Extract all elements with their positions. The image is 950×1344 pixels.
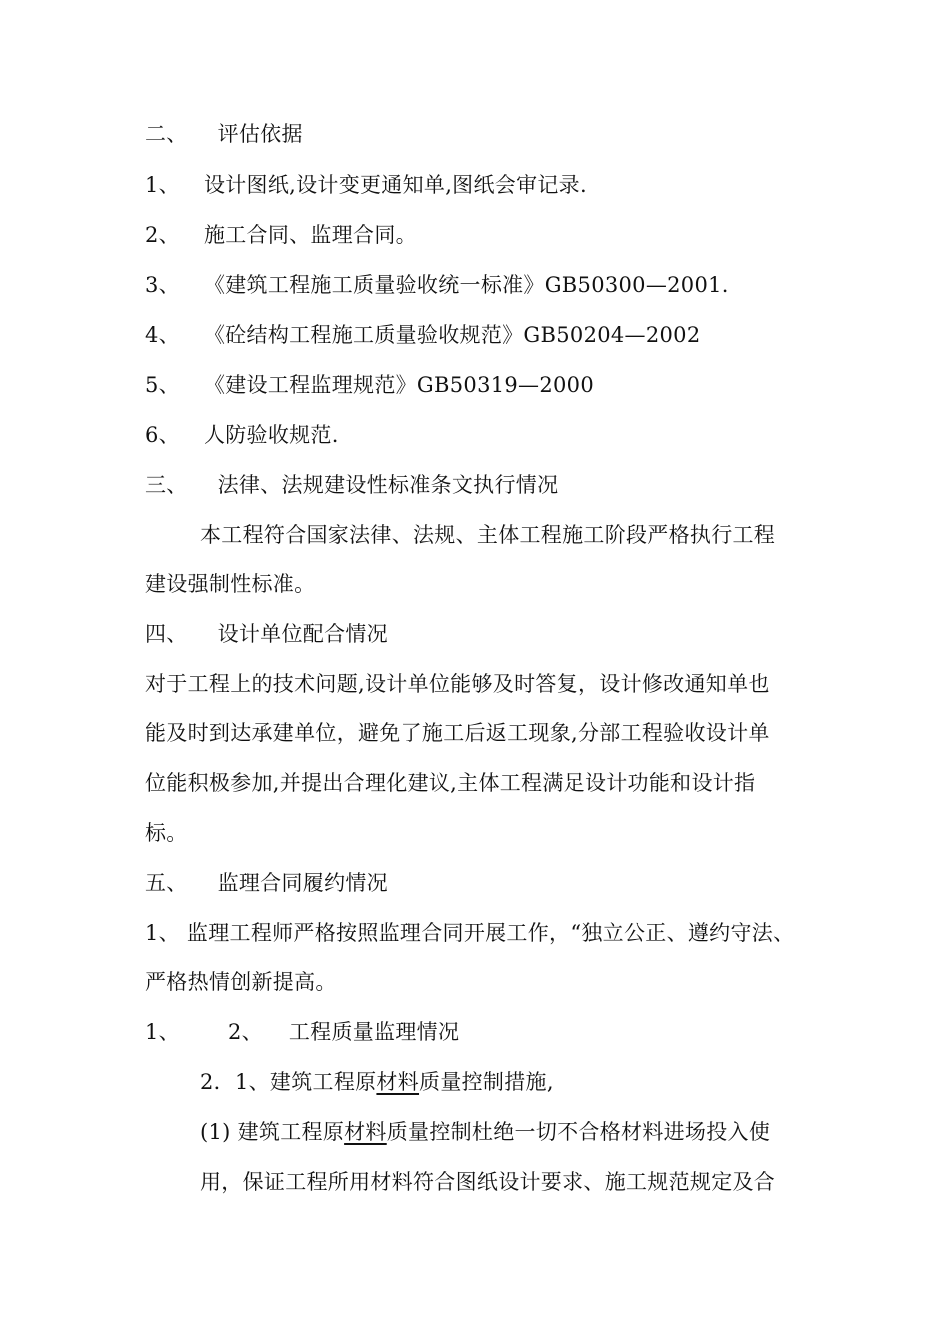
section2-heading: [145, 119, 303, 149]
reference-item-5: [145, 370, 594, 400]
section4-paragraph-line-2: 能及时到达承建单位，避免了施工后返工现象,分部工程验收设计单: [145, 721, 770, 745]
reference-item-4: [145, 320, 701, 350]
section5-item2-title: 工程质量监理情况: [288, 1020, 460, 1044]
reference-item-3-number: 3、: [145, 273, 180, 297]
section4-heading: [145, 619, 388, 649]
section4-paragraph-line-4: 标。: [145, 821, 188, 845]
subsection-2-1-heading: [200, 1067, 554, 1097]
section5-item2-number: 2、: [227, 1020, 263, 1044]
reference-item-4-text: 《砼结构工程施工质量验收规范》GB50204—2002: [203, 323, 701, 347]
section3-paragraph-line-1: 本工程符合国家法律、法规、主体工程施工阶段严格执行工程: [200, 523, 776, 547]
reference-item-3: [145, 270, 729, 300]
point-1-line-2: 用，保证工程所用材料符合图纸设计要求、施工规范规定及合: [200, 1170, 776, 1194]
reference-item-4-number: 4、: [145, 323, 180, 347]
section5-number: 五、: [145, 871, 188, 895]
subsection-2-1-text-start: 2．1、建筑工程原: [200, 1070, 377, 1094]
section5-item1-line-2: 严格热情创新提高。: [145, 970, 337, 994]
reference-item-2-text: 施工合同、监理合同。: [203, 223, 417, 247]
section5-heading: [145, 868, 388, 898]
point-1-line-1: [200, 1117, 770, 1147]
reference-item-5-number: 5、: [145, 373, 180, 397]
section3-heading: [145, 470, 558, 500]
reference-item-5-text: 《建设工程监理规范》GB50319—2000: [203, 373, 594, 397]
reference-item-3-text: 《建筑工程施工质量验收统一标准》GB50300—2001.: [203, 273, 729, 297]
section2-title: 评估依据: [217, 122, 303, 146]
section5-item1-line-1: 1、 监理工程师严格按照监理合同开展工作，“独立公正、遵约守法、: [145, 921, 795, 945]
reference-item-6: [145, 420, 339, 450]
section4-title: 设计单位配合情况: [217, 622, 388, 646]
reference-item-2-number: 2、: [145, 223, 180, 247]
reference-item-2: [145, 220, 417, 250]
section5-title: 监理合同履约情况: [217, 871, 388, 895]
section4-paragraph-line-3: 位能积极参加,并提出合理化建议,主体工程满足设计功能和设计指: [145, 771, 756, 795]
section5-item2-heading: [145, 1017, 459, 1047]
section4-paragraph-line-1: 对于工程上的技术问题,设计单位能够及时答复，设计修改通知单也: [145, 672, 770, 696]
point-1-text-start: (1) 建筑工程原: [200, 1120, 345, 1144]
reference-item-6-number: 6、: [145, 423, 180, 447]
point-1-underlined-text: 材料: [344, 1120, 387, 1144]
section3-title: 法律、法规建设性标准条文执行情况: [217, 473, 559, 497]
section3-number: 三、: [145, 473, 188, 497]
section2-number: 二、: [145, 122, 188, 146]
reference-item-1: [145, 170, 587, 200]
subsection-2-1-text-end: 质量控制措施,: [419, 1070, 554, 1094]
section4-number: 四、: [145, 622, 188, 646]
reference-item-6-text: 人防验收规范.: [203, 423, 339, 447]
reference-item-1-text: 设计图纸,设计变更通知单,图纸会审记录.: [203, 173, 587, 197]
point-1-text-end: 质量控制杜绝一切不合格材料进场投入使: [386, 1120, 771, 1144]
subsection-2-1-underlined-text: 材料: [376, 1070, 420, 1094]
section3-paragraph-line-2: 建设强制性标准。: [145, 572, 316, 596]
section5-item2-prefix: 1、: [145, 1020, 180, 1044]
reference-item-1-number: 1、: [145, 173, 180, 197]
